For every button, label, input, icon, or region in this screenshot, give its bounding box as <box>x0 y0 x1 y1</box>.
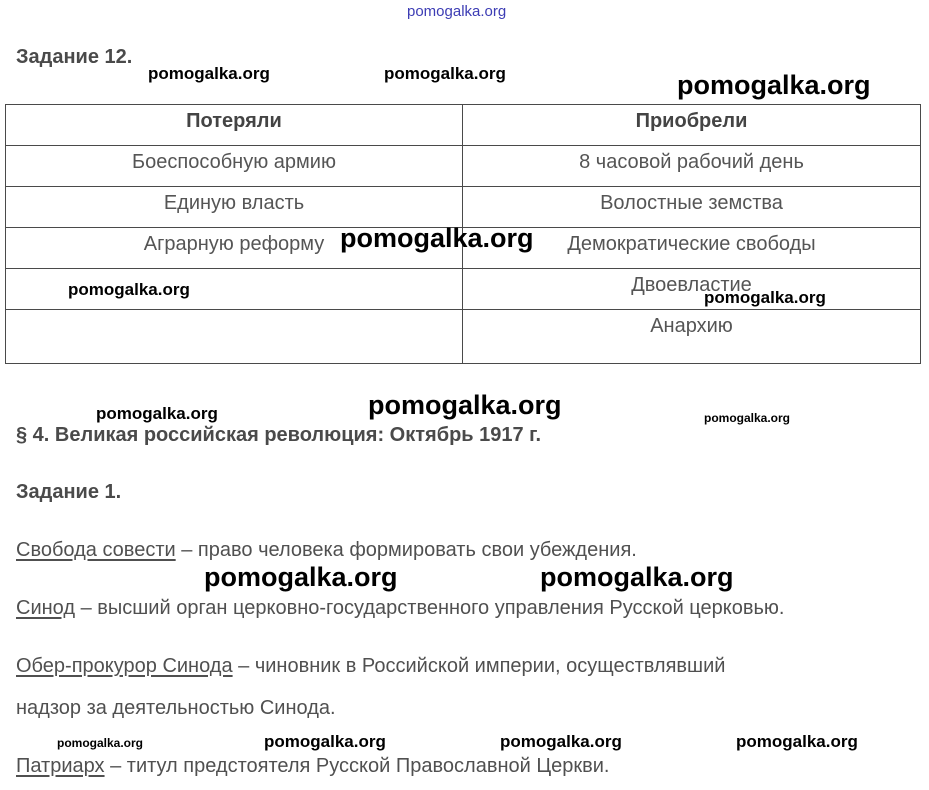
gained-cell: Демократические свободы <box>463 228 921 269</box>
table-header-row <box>6 105 921 146</box>
term: Патриарх <box>16 755 105 777</box>
watermark: pomogalka.org <box>264 732 386 751</box>
watermark: pomogalka.org <box>368 390 562 420</box>
header-gained: Приобрели <box>463 105 921 146</box>
task-12-title: Задание 12. <box>16 46 133 68</box>
gained-cell: Волостные земства <box>463 187 921 228</box>
definition-text: – высший орган церковно-государственного управления Русской церковью. <box>75 597 785 619</box>
gained-cell: Двоевластие <box>463 269 921 310</box>
term: Обер-прокурор Синода <box>16 655 233 677</box>
term: Синод <box>16 597 76 619</box>
gained-cell: 8 часовой рабочий день <box>463 146 921 187</box>
definition-text: – титул предстоятеля Русской Православной Церкви. <box>104 755 610 777</box>
watermark: pomogalka.org <box>148 64 270 83</box>
lost-cell: Единую власть <box>6 187 463 228</box>
task-1-title: Задание 1. <box>16 481 122 503</box>
definition-ober-procurator-continuation: надзор за деятельностью Синода. <box>16 697 336 719</box>
header-lost: Потеряли <box>6 105 463 146</box>
lost-cell: Аграрную реформу <box>6 228 463 269</box>
watermark: pomogalka.org <box>384 64 506 83</box>
lost-cell <box>6 310 463 364</box>
table-row <box>6 187 921 228</box>
watermark: pomogalka.org <box>500 732 622 751</box>
lost-cell: Боеспособную армию <box>6 146 463 187</box>
definition-ober-procurator <box>16 655 725 678</box>
table-row <box>6 310 921 364</box>
term: Свобода совести <box>16 539 176 561</box>
table-row <box>6 146 921 187</box>
watermark: pomogalka.org <box>704 288 826 307</box>
watermark: pomogalka.org <box>68 280 190 299</box>
watermark: pomogalka.org <box>96 404 218 423</box>
definition-freedom-of-conscience <box>16 539 637 562</box>
definition-text: – право человека формировать свои убеждения. <box>175 539 637 561</box>
watermark: pomogalka.org <box>540 562 734 592</box>
watermark: pomogalka.org <box>340 223 534 253</box>
watermark: pomogalka.org <box>204 562 398 592</box>
watermark: pomogalka.org <box>57 736 144 750</box>
definition-synod <box>16 597 784 620</box>
section-title: § 4. Великая российская революция: Октябрь 1917 г. <box>16 424 542 446</box>
watermark: pomogalka.org <box>677 70 871 100</box>
definition-text: – чиновник в Российской империи, осуществлявший <box>232 655 726 677</box>
top-watermark: pomogalka.org <box>407 3 507 20</box>
watermark: pomogalka.org <box>736 732 858 751</box>
watermark: pomogalka.org <box>704 411 791 425</box>
gained-cell: Анархию <box>463 310 921 364</box>
definition-patriarch <box>16 755 609 778</box>
